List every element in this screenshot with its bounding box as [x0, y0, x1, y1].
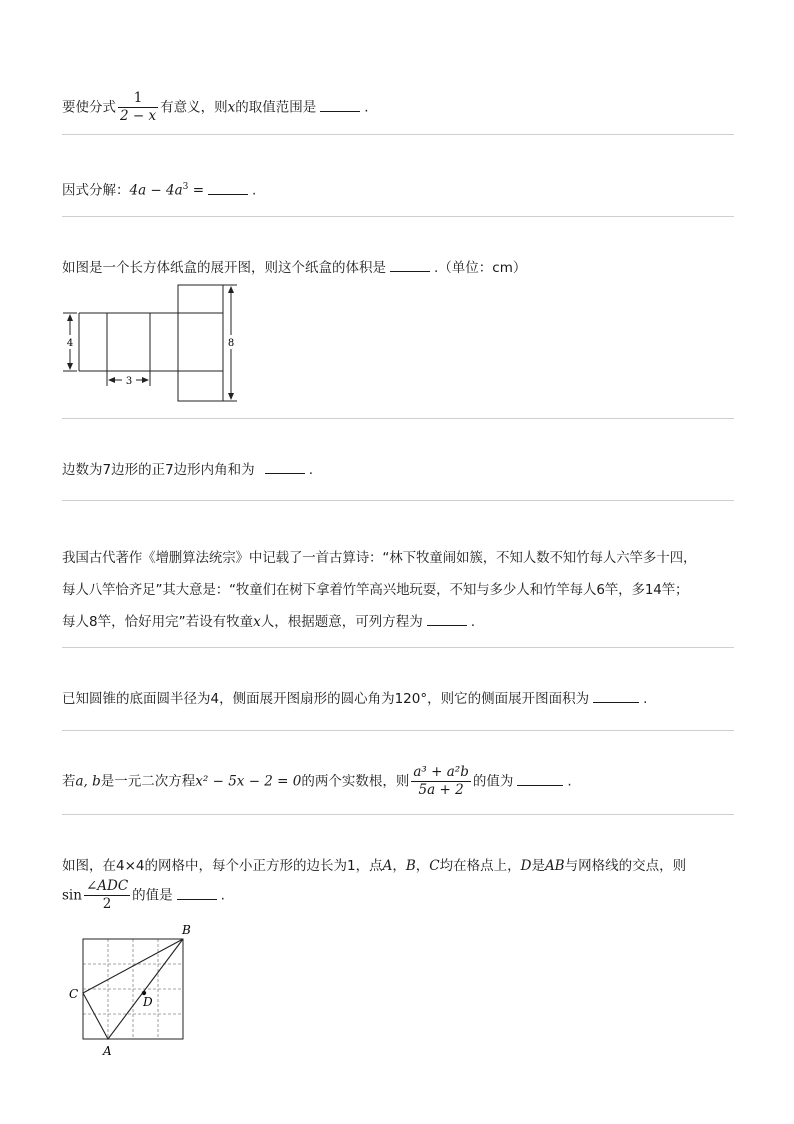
question-8: 如图，在4×4的网格中，每个小正方形的边长为1，点A，B，C均在格点上，D是AB与网格线的交点，则 sin $\frac{\text{∠ADC}}{2}$ 的值是 .	[62, 858, 687, 912]
point-C-label: C	[69, 987, 79, 1001]
q8-fraction: $\frac{\text{∠ADC}}{2}$	[85, 878, 129, 912]
label-4: 4	[66, 338, 74, 349]
answer-blank[interactable]	[265, 461, 305, 474]
q1-fraction: $\frac{1}{2 - x}$	[120, 90, 157, 124]
divider	[62, 814, 734, 815]
question-1: 要使分式 $\frac{1}{2 - x}$ 有意义，则x的取值范围是 .	[62, 90, 369, 124]
box-net-figure	[60, 280, 245, 405]
divider	[62, 647, 734, 648]
divider	[62, 500, 734, 501]
label-8: 8	[227, 338, 235, 349]
point-B-label: B	[182, 923, 191, 937]
answer-blank[interactable]	[517, 773, 563, 786]
divider	[62, 730, 734, 731]
question-5: 我国古代著作《增删算法统宗》中记载了一首古算诗：“林下牧童闹如簇，不知人数不知竹每人六竿多十四， 每人八竿恰齐足”其大意是：“牧童们在树下拿着竹竿高兴地玩耍，不知与多少人和竹竿每人6竿，多14竿； 每人8竿，恰好用完”若设有牧童x人，根据题意，可列方程为 .	[62, 550, 697, 630]
answer-blank[interactable]	[177, 887, 217, 900]
divider	[62, 216, 734, 217]
question-7: 若a, b是一元二次方程x² − 5x − 2 = 0的两个实数根，则 $\frac{\text{a³ + a²b}}{5a + 2}$ 的值为 .	[62, 764, 572, 798]
question-6: 已知圆锥的底面圆半径为4，侧面展开图扇形的圆心角为120°，则它的侧面展开图面积为 .	[62, 691, 648, 707]
label-3: 3	[125, 376, 133, 387]
question-2: 因式分解：$4a - 4a^3$ = .	[62, 182, 257, 199]
answer-blank[interactable]	[320, 99, 360, 112]
grid-figure	[64, 922, 204, 1060]
answer-blank[interactable]	[208, 182, 248, 195]
point-A-label: A	[103, 1044, 112, 1058]
question-4: 边数为7边形的正7边形内角和为 .	[62, 462, 313, 478]
divider	[62, 134, 734, 135]
q1-text: 要使分式	[62, 99, 116, 116]
answer-blank[interactable]	[427, 613, 467, 626]
answer-blank[interactable]	[593, 690, 639, 703]
question-3: 如图是一个长方体纸盒的展开图，则这个纸盒的体积是 .（单位：cm）	[62, 260, 527, 276]
answer-blank[interactable]	[390, 259, 430, 272]
point-D-label: D	[143, 995, 153, 1009]
q7-fraction: $\frac{\text{a³ + a²b}}{5a + 2}$	[413, 764, 469, 798]
divider	[62, 418, 734, 419]
